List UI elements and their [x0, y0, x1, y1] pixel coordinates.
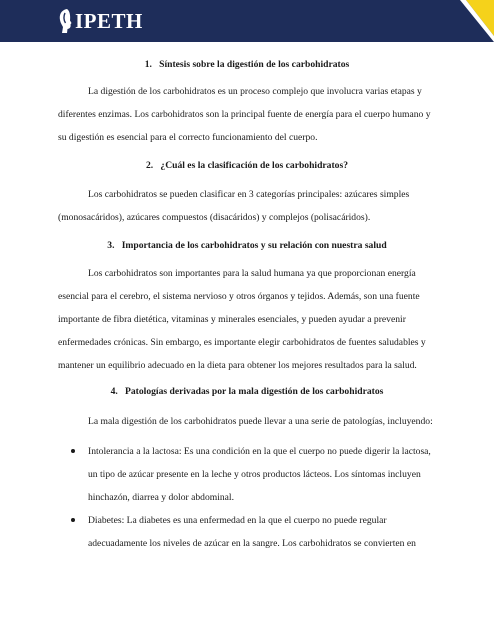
bullet-icon — [71, 449, 75, 453]
pathology-list — [58, 440, 436, 555]
list-item-text: Diabetes: La diabetes es una enfermedad en la que el cuerpo no puede regular adecuadamente los niveles de azúcar en la sangre. Los carbohidratos se convierten en — [88, 515, 416, 549]
section-3-paragraph: Los carbohidratos son importantes para la salud humana ya que proporcionan energía esencial para el cerebro, el sistema nervioso y otros órganos y tejidos. Además, son una fuente importante de fibra dietética, vitaminas y minerales esenciales, y pueden ayudar a prevenir enfermedades crónicas. Sin embargo, es importante elegir carbohidratos de fuentes saludables y mantener un equilibrio adecuado en la dieta para obtener los mejores resultados para la salud. — [58, 268, 426, 371]
section-1-paragraph: La digestión de los carbohidratos es un proceso complejo que involucra varias etapas y diferentes enzimas. Los carbohidratos son la principal fuente de energía para el cuerpo humano y su digestión es esencial para el correcto funcionamiento del cuerpo. — [58, 86, 431, 143]
list-item — [58, 509, 436, 555]
bullet-icon — [71, 518, 75, 522]
section-heading-1: 1. Síntesis sobre la digestión de los carbohidratos — [144, 59, 350, 70]
section-heading-2: 2. ¿Cuál es la clasificación de los carbohidratos? — [146, 160, 348, 171]
section-heading-3: 3. Importancia de los carbohidratos y su relación con nuestra salud — [107, 240, 387, 251]
document-header — [0, 0, 494, 42]
section-heading-4: 4. Patologías derivadas por la mala digestión de los carbohidratos — [110, 386, 384, 397]
head-profile-icon — [58, 8, 72, 34]
section-4-paragraph: La mala digestión de los carbohidratos puede llevar a una serie de patologías, incluyendo: — [88, 416, 433, 427]
ipeth-logo — [58, 7, 143, 35]
list-item-text: Intolerancia a la lactosa: Es una condición en la que el cuerpo no puede digerir la lactosa, un tipo de azúcar presente en la leche y otros productos lácteos. Los síntomas incluyen hinchazón, diarrea y dolor abdominal. — [88, 446, 431, 503]
corner-accent — [452, 0, 494, 42]
section-2-paragraph: Los carbohidratos se pueden clasificar en 3 categorías principales: azúcares simples (monosacáridos), azúcares compuestos (disacáridos) y complejos (polisacáridos). — [58, 189, 410, 223]
list-item — [58, 440, 436, 509]
brand-name: IPETH — [75, 9, 143, 33]
